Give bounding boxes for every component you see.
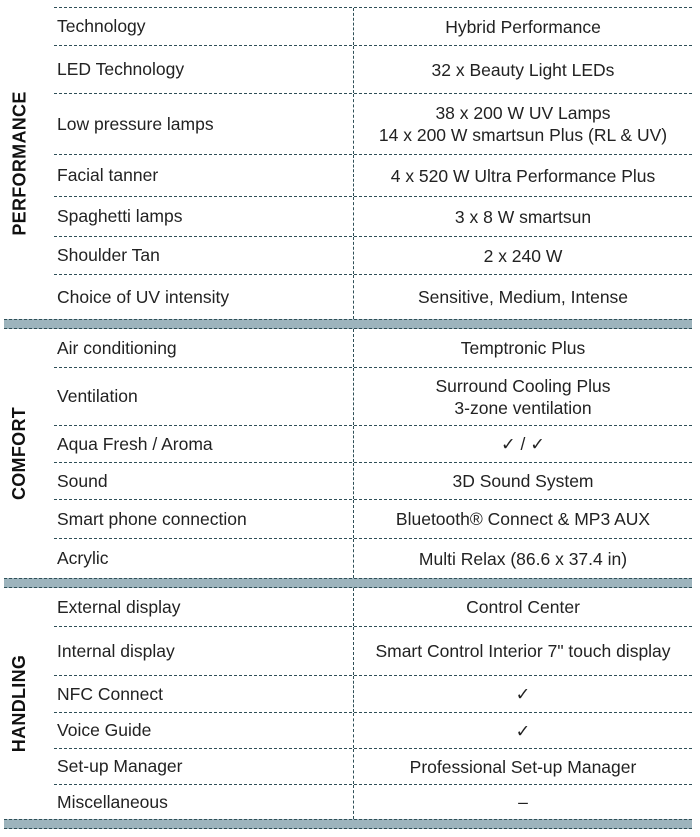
spec-value: ✓ / ✓ bbox=[353, 426, 692, 462]
spec-value: Bluetooth® Connect & MP3 AUX bbox=[353, 500, 692, 538]
spec-value: 3D Sound System bbox=[353, 463, 692, 499]
spec-row bbox=[54, 426, 692, 463]
spec-label: Spaghetti lamps bbox=[57, 206, 183, 226]
section-label-handling: HANDLING bbox=[9, 654, 30, 753]
check-icon: ✓ bbox=[515, 684, 531, 704]
spec-row bbox=[54, 237, 692, 275]
spec-label: Shoulder Tan bbox=[57, 245, 160, 265]
spec-value: Hybrid Performance bbox=[353, 8, 692, 45]
spec-value: Temptronic Plus bbox=[353, 329, 692, 367]
spec-label: Miscellaneous bbox=[57, 791, 168, 812]
section-comfort bbox=[0, 329, 700, 578]
spec-label: Technology bbox=[57, 16, 146, 36]
section-divider bbox=[4, 578, 692, 588]
spec-label: Low pressure lamps bbox=[57, 113, 214, 134]
spec-value: Multi Relax (86.6 x 37.4 in) bbox=[353, 539, 692, 578]
spec-value: 38 x 200 W UV Lamps 14 x 200 W smartsun Plus (RL & UV) bbox=[353, 94, 692, 154]
spec-row bbox=[54, 275, 692, 319]
spec-label: Air conditioning bbox=[57, 337, 177, 358]
spec-value: Control Center bbox=[353, 588, 692, 626]
section-divider bbox=[4, 319, 692, 329]
spec-row bbox=[54, 627, 692, 676]
spec-value: 32 x Beauty Light LEDs bbox=[353, 46, 692, 93]
spec-label: Aqua Fresh / Aroma bbox=[57, 433, 213, 454]
spec-label: LED Technology bbox=[57, 59, 185, 79]
spec-label: Internal display bbox=[57, 640, 175, 661]
spec-value: Surround Cooling Plus 3-zone ventilation bbox=[353, 368, 692, 425]
spec-label: Smart phone connection bbox=[57, 508, 247, 529]
spec-label: Facial tanner bbox=[57, 165, 159, 185]
spec-value bbox=[353, 676, 692, 712]
spec-label: Voice Guide bbox=[57, 720, 152, 740]
spec-value: – bbox=[353, 785, 692, 819]
section-performance bbox=[0, 8, 700, 319]
check-icon: ✓ bbox=[515, 720, 531, 741]
spec-label: Sound bbox=[57, 470, 108, 491]
spec-value bbox=[353, 713, 692, 748]
spec-label: Choice of UV intensity bbox=[57, 286, 230, 307]
spec-row bbox=[54, 155, 692, 197]
spec-row bbox=[54, 713, 692, 749]
spec-label: Acrylic bbox=[57, 548, 109, 568]
spec-row bbox=[54, 539, 692, 578]
spec-row bbox=[54, 676, 692, 713]
spec-row bbox=[54, 197, 692, 237]
spec-value: 2 x 240 W bbox=[353, 237, 692, 274]
spec-value: Professional Set-up Manager bbox=[353, 749, 692, 784]
spec-row bbox=[54, 329, 692, 368]
spec-row bbox=[54, 94, 692, 155]
spec-value: 4 x 520 W Ultra Performance Plus bbox=[353, 155, 692, 196]
section-divider bbox=[4, 819, 692, 829]
spec-row bbox=[54, 46, 692, 94]
spec-row bbox=[54, 588, 692, 627]
section-handling bbox=[0, 588, 700, 819]
spec-value: 3 x 8 W smartsun bbox=[353, 197, 692, 236]
spec-row bbox=[54, 749, 692, 785]
spec-row bbox=[54, 785, 692, 819]
spec-label: Ventilation bbox=[57, 386, 138, 406]
spec-value: Sensitive, Medium, Intense bbox=[353, 275, 692, 319]
spec-label: Set-up Manager bbox=[57, 756, 183, 776]
spec-row bbox=[54, 8, 692, 46]
spec-row bbox=[54, 368, 692, 426]
spec-label: External display bbox=[57, 596, 181, 617]
section-label-comfort: COMFORT bbox=[9, 406, 30, 501]
section-label-performance: PERFORMANCE bbox=[9, 91, 30, 236]
spec-value: Smart Control Interior 7" touch display bbox=[353, 627, 692, 675]
spec-row bbox=[54, 463, 692, 500]
spec-label: NFC Connect bbox=[57, 683, 164, 704]
spec-row bbox=[54, 500, 692, 539]
